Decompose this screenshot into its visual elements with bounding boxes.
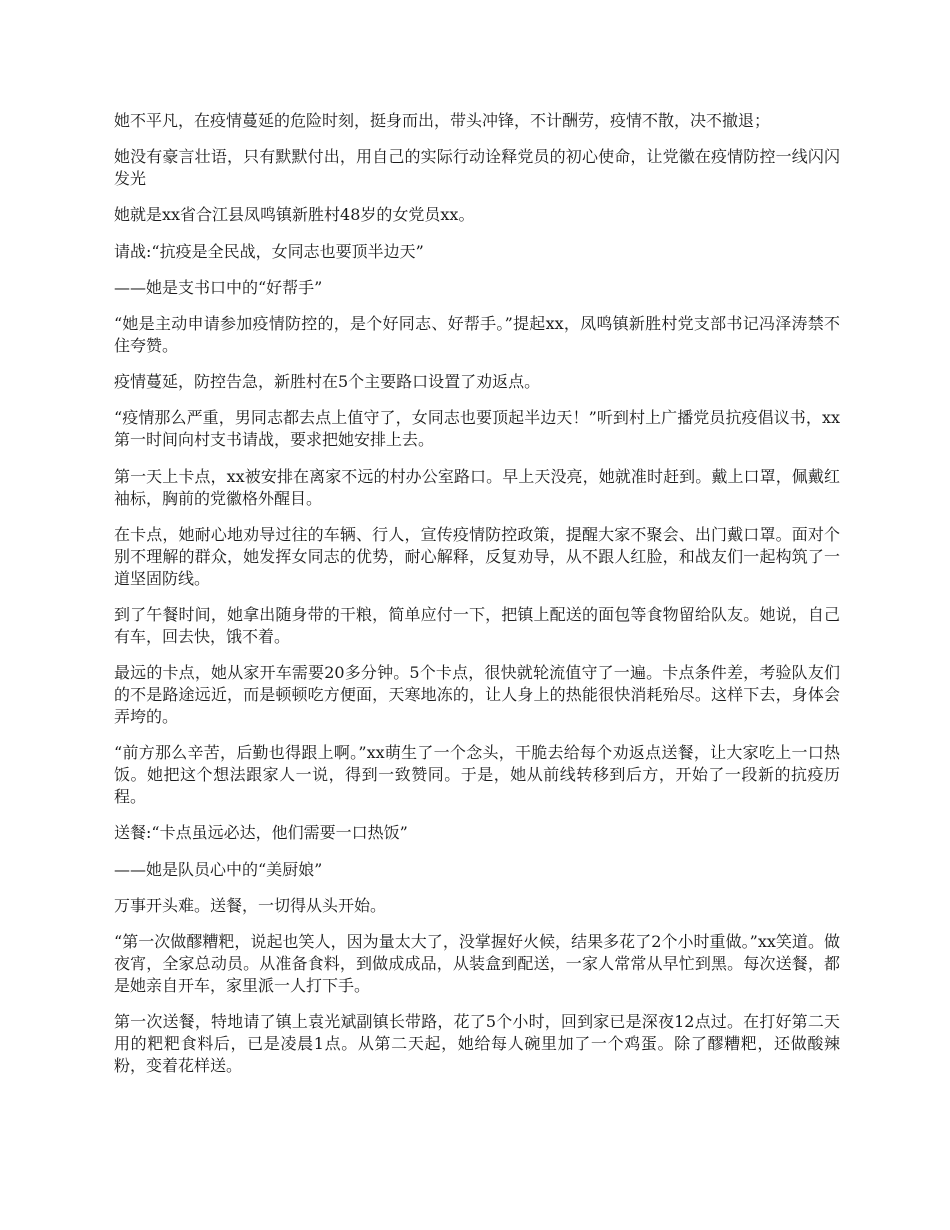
section-subheading: ——她是队员心中的“美厨娘” [114, 859, 323, 879]
paragraph: 她不平凡，在疫情蔓延的危险时刻，挺身而出，带头冲锋，不计酬劳，疫情不散，决不撤退； [114, 111, 771, 130]
section-heading: 请战:“抗疫是全民战，女同志也要顶半边天” [114, 241, 424, 261]
section-subheading: ——她是支书口中的“好帮手” [114, 277, 323, 297]
paragraph: 她没有豪言壮语，只有默默付出，用自己的实际行动诠释党员的初心使命，让党徽在疫情防控一线闪闪发光 [114, 147, 840, 189]
paragraph: 在卡点，她耐心地劝导过往的车辆、行人，宣传疫情防控政策，提醒大家不聚会、出门戴口罩。面对个别不理解的群众，她发挥女同志的优势，耐心解释，反复劝导，从不跟人红脸，和战友们一起构筑了一道坚固防线。 [114, 524, 840, 588]
paragraph: 万事开头难。送餐，一切得从头开始。 [114, 895, 387, 915]
document-body [114, 110, 840, 1091]
paragraph: “前方那么辛苦，后勤也得跟上啊。”xx萌生了一个念头，干脆去给每个劝返点送餐，让大家吃上一口热饭。她把这个想法跟家人一说，得到一致赞同。于是，她从前线转移到后方，开始了一段新的抗疫历程。 [114, 743, 840, 807]
paragraph: 第一次送餐，特地请了镇上袁光斌副镇长带路，花了5个小时，回到家已是深夜12点过。在打好第二天用的粑粑食料后，已是凌晨1点。从第二天起，她给每人碗里加了一个鸡蛋。除了醪糟粑，还做酸辣粉，变着花样送。 [114, 1012, 840, 1076]
paragraph: “第一次做醪糟粑，说起也笑人，因为量太大了，没掌握好火候，结果多花了2个小时重做。”xx笑道。做夜宵，全家总动员。从准备食料，到做成成品，从装盒到配送，一家人常常从早忙到黑。每次送餐，都是她亲自开车，家里派一人打下手。 [114, 932, 840, 995]
section-heading: 送餐:“卡点虽远必达，他们需要一口热饭” [114, 823, 408, 843]
paragraph: 疫情蔓延，防控告急，新胜村在5个主要路口设置了劝返点。 [114, 372, 541, 392]
paragraph: “她是主动申请参加疫情防控的，是个好同志、好帮手。”提起xx，凤鸣镇新胜村党支部书记冯泽涛禁不住夸赞。 [114, 313, 840, 355]
paragraph: “疫情那么严重，男同志都去点上值守了，女同志也要顶起半边天！”听到村上广播党员抗疫倡议书，xx第一时间向村支书请战，要求把她安排上去。 [114, 408, 840, 450]
paragraph: 到了午餐时间，她拿出随身带的干粮，简单应付一下，把镇上配送的面包等食物留给队友。她说，自己有车，回去快，饿不着。 [114, 604, 840, 646]
paragraph: 第一天上卡点，xx被安排在离家不远的村办公室路口。早上天没亮，她就准时赶到。戴上口罩，佩戴红袖标，胸前的党徽格外醒目。 [114, 466, 840, 508]
paragraph: 她就是xx省合江县凤鸣镇新胜村48岁的女党员xx。 [114, 205, 475, 225]
paragraph: 最远的卡点，她从家开车需要20多分钟。5个卡点，很快就轮流值守了一遍。卡点条件差，考验队友们的不是路途远近，而是顿顿吃方便面，天寒地冻的，让人身上的热能很快消耗殆尽。这样下去，身体会弄垮的。 [114, 663, 840, 727]
